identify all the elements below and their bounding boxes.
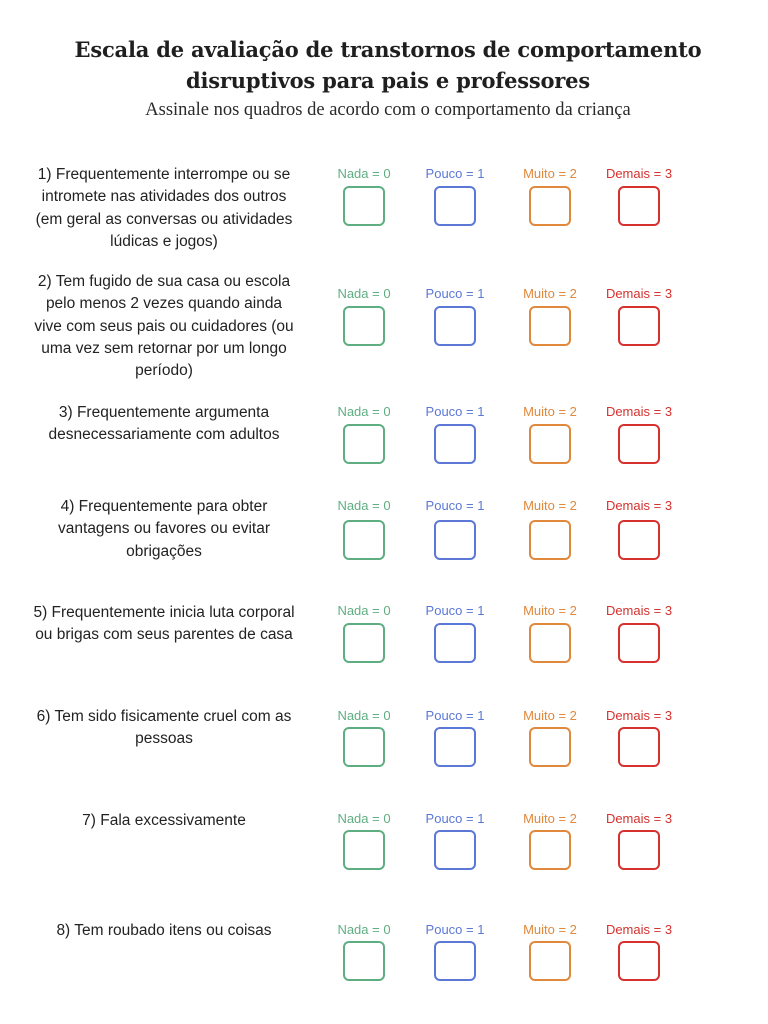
option-label: Nada = 0 xyxy=(337,404,391,419)
question-text xyxy=(10,810,318,832)
question-line: período) xyxy=(135,362,193,380)
option-label: Nada = 0 xyxy=(337,166,391,181)
option-label: Muito = 2 xyxy=(523,166,577,181)
option-label: Muito = 2 xyxy=(523,603,577,618)
option-label: Demais = 3 xyxy=(605,498,673,513)
option-label: Pouco = 1 xyxy=(425,286,485,301)
question-line: 7) Fala excessivamente xyxy=(82,812,246,829)
option-label: Demais = 3 xyxy=(605,404,673,419)
option-label: Demais = 3 xyxy=(605,166,673,181)
title-line-2: disruptivos para pais e professores xyxy=(186,68,590,93)
answer-checkbox[interactable] xyxy=(434,623,476,663)
question-line: 4) Frequentemente para obter xyxy=(60,498,268,515)
question-line: lúdicas e jogos) xyxy=(110,232,218,250)
answer-checkbox[interactable] xyxy=(434,186,476,226)
answer-checkbox[interactable] xyxy=(343,424,385,464)
question-line: ou brigas com seus parentes de casa xyxy=(35,626,293,644)
answer-checkbox[interactable] xyxy=(618,424,660,464)
answer-checkbox[interactable] xyxy=(434,727,476,767)
question-line: uma vez sem retornar por um longo xyxy=(41,339,287,357)
answer-checkbox[interactable] xyxy=(434,424,476,464)
option-label: Nada = 0 xyxy=(337,708,391,723)
question-line: 8) Tem roubado itens ou coisas xyxy=(56,922,272,939)
option-label: Muito = 2 xyxy=(523,708,577,723)
answer-checkbox[interactable] xyxy=(618,306,660,346)
option-label: Pouco = 1 xyxy=(425,811,485,826)
option-label: Demais = 3 xyxy=(605,708,673,723)
question-text xyxy=(10,402,318,447)
option-label: Nada = 0 xyxy=(337,286,391,301)
instructions-subtitle: Assinale nos quadros de acordo com o comportamento da criança xyxy=(145,100,631,120)
option-label: Demais = 3 xyxy=(605,286,673,301)
option-label: Demais = 3 xyxy=(605,922,673,937)
question-text xyxy=(10,706,318,751)
answer-checkbox[interactable] xyxy=(434,941,476,981)
answer-checkbox[interactable] xyxy=(618,186,660,226)
question-line: intromete nas atividades dos outros xyxy=(41,188,287,206)
question-line: 5) Frequentemente inicia luta corporal xyxy=(33,604,295,621)
title-line-1: Escala de avaliação de transtornos de comportamento xyxy=(74,37,702,62)
answer-checkbox[interactable] xyxy=(529,520,571,560)
option-label: Nada = 0 xyxy=(337,922,391,937)
option-label: Muito = 2 xyxy=(523,404,577,419)
question-line: vantagens ou favores ou evitar xyxy=(58,520,270,538)
option-label: Pouco = 1 xyxy=(425,708,485,723)
answer-checkbox[interactable] xyxy=(618,830,660,870)
answer-checkbox[interactable] xyxy=(529,623,571,663)
question-line: pelo menos 2 vezes quando ainda xyxy=(45,295,283,313)
question-line: 3) Frequentemente argumenta xyxy=(58,404,270,421)
question-line: pessoas xyxy=(135,730,193,748)
answer-checkbox[interactable] xyxy=(343,623,385,663)
question-line: 2) Tem fugido de sua casa ou escola xyxy=(37,273,291,290)
question-line: desnecessariamente com adultos xyxy=(48,426,280,444)
option-label: Pouco = 1 xyxy=(425,166,485,181)
answer-checkbox[interactable] xyxy=(618,623,660,663)
answer-checkbox[interactable] xyxy=(343,306,385,346)
answer-checkbox[interactable] xyxy=(529,424,571,464)
option-label: Nada = 0 xyxy=(337,811,391,826)
option-label: Pouco = 1 xyxy=(425,498,485,513)
answer-checkbox[interactable] xyxy=(343,186,385,226)
question-text xyxy=(10,920,318,942)
question-line: vive com seus pais ou cuidadores (ou xyxy=(34,317,294,335)
answer-checkbox[interactable] xyxy=(343,520,385,560)
option-label: Pouco = 1 xyxy=(425,404,485,419)
question-text xyxy=(10,164,318,253)
option-label: Muito = 2 xyxy=(523,498,577,513)
option-label: Nada = 0 xyxy=(337,498,391,513)
question-text xyxy=(10,271,318,382)
question-line: obrigações xyxy=(126,542,202,560)
answer-checkbox[interactable] xyxy=(618,727,660,767)
question-text xyxy=(10,496,318,563)
question-line: 1) Frequentemente interrompe ou se xyxy=(37,166,291,183)
option-label: Pouco = 1 xyxy=(425,922,485,937)
answer-checkbox[interactable] xyxy=(434,830,476,870)
answer-checkbox[interactable] xyxy=(343,727,385,767)
option-label: Demais = 3 xyxy=(605,603,673,618)
answer-checkbox[interactable] xyxy=(343,830,385,870)
option-label: Muito = 2 xyxy=(523,811,577,826)
answer-checkbox[interactable] xyxy=(529,941,571,981)
option-label: Muito = 2 xyxy=(523,286,577,301)
answer-checkbox[interactable] xyxy=(529,727,571,767)
answer-checkbox[interactable] xyxy=(434,520,476,560)
answer-checkbox[interactable] xyxy=(529,186,571,226)
answer-checkbox[interactable] xyxy=(343,941,385,981)
answer-checkbox[interactable] xyxy=(618,520,660,560)
document-title xyxy=(40,34,736,96)
question-line: 6) Tem sido fisicamente cruel com as xyxy=(36,708,292,725)
question-line: (em geral as conversas ou atividades xyxy=(35,210,293,228)
question-text xyxy=(10,602,318,647)
answer-checkbox[interactable] xyxy=(529,830,571,870)
option-label: Nada = 0 xyxy=(337,603,391,618)
option-label: Muito = 2 xyxy=(523,922,577,937)
option-label: Pouco = 1 xyxy=(425,603,485,618)
answer-checkbox[interactable] xyxy=(529,306,571,346)
answer-checkbox[interactable] xyxy=(434,306,476,346)
option-label: Demais = 3 xyxy=(605,811,673,826)
answer-checkbox[interactable] xyxy=(618,941,660,981)
